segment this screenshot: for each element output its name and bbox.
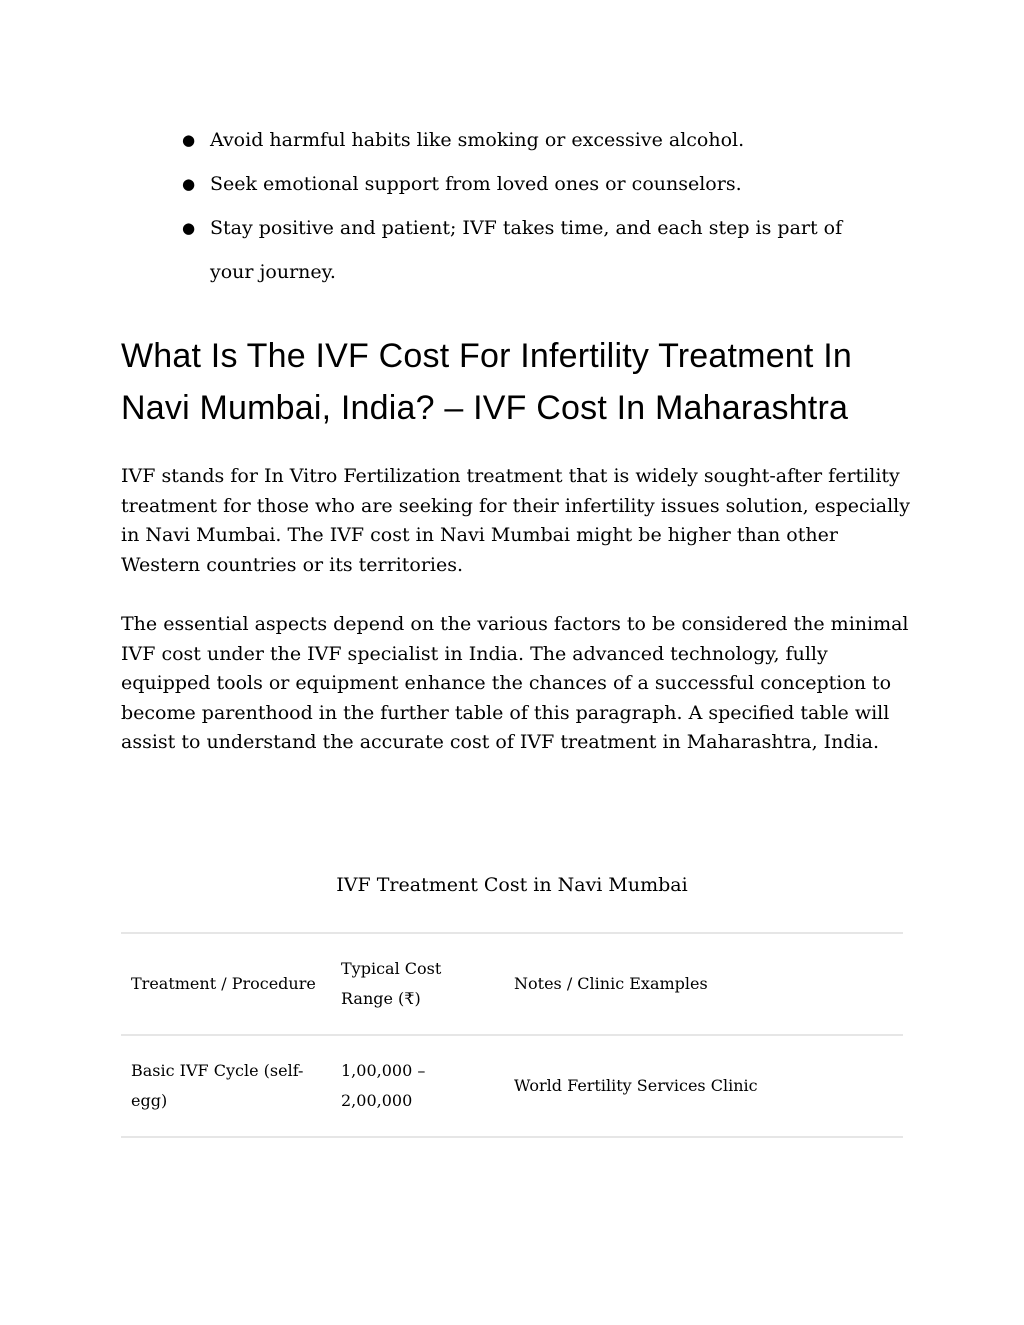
header-cell-notes: Notes / Clinic Examples: [514, 974, 708, 993]
table-header-row: [121, 933, 903, 1035]
header-cell-cost-range: Typical Cost Range (₹): [341, 959, 442, 1008]
list-item: [180, 118, 880, 162]
header-cell-treatment: Treatment / Procedure: [131, 974, 316, 993]
cell-notes: World Fertility Services Clinic: [514, 1076, 758, 1095]
bullet-text: Seek emotional support from loved ones or counselors.: [210, 173, 742, 195]
aspects-paragraph: The essential aspects depend on the various factors to be considered the minimal IVF cost under the IVF specialist in India. The advanced technology, fully equipped tools or equipment enhance the chances of a successful conception to become parenthood in the further table of this paragraph. A specified table will assist to understand the accurate cost of IVF treatment in Maharashtra, India.: [121, 613, 909, 753]
section-heading: What Is The IVF Cost For Infertility Treatment In Navi Mumbai, India? – IVF Cost In Maharashtra: [121, 337, 852, 427]
list-item: [180, 162, 880, 206]
tips-bullet-list: [180, 118, 880, 294]
bullet-icon: ●: [182, 175, 196, 193]
ivf-cost-table: [121, 932, 903, 1138]
table-row: [121, 1035, 903, 1137]
cell-cost-range: 1,00,000 – 2,00,000: [341, 1061, 426, 1110]
bullet-text: Stay positive and patient; IVF takes time, and each step is part of your journey.: [210, 217, 843, 283]
bullet-icon: ●: [182, 219, 196, 237]
table-caption: IVF Treatment Cost in Navi Mumbai: [336, 874, 688, 896]
bullet-text: Avoid harmful habits like smoking or excessive alcohol.: [210, 129, 745, 151]
list-item: [180, 206, 880, 294]
bullet-icon: ●: [182, 131, 196, 149]
intro-paragraph: IVF stands for In Vitro Fertilization treatment that is widely sought-after fertility treatment for those who are seeking for their infertility issues solution, especially in Navi Mumbai. The IVF cost in Navi Mumbai might be higher than other Western countries or its territories.: [121, 465, 910, 576]
cell-treatment: Basic IVF Cycle (self-egg): [131, 1061, 304, 1110]
